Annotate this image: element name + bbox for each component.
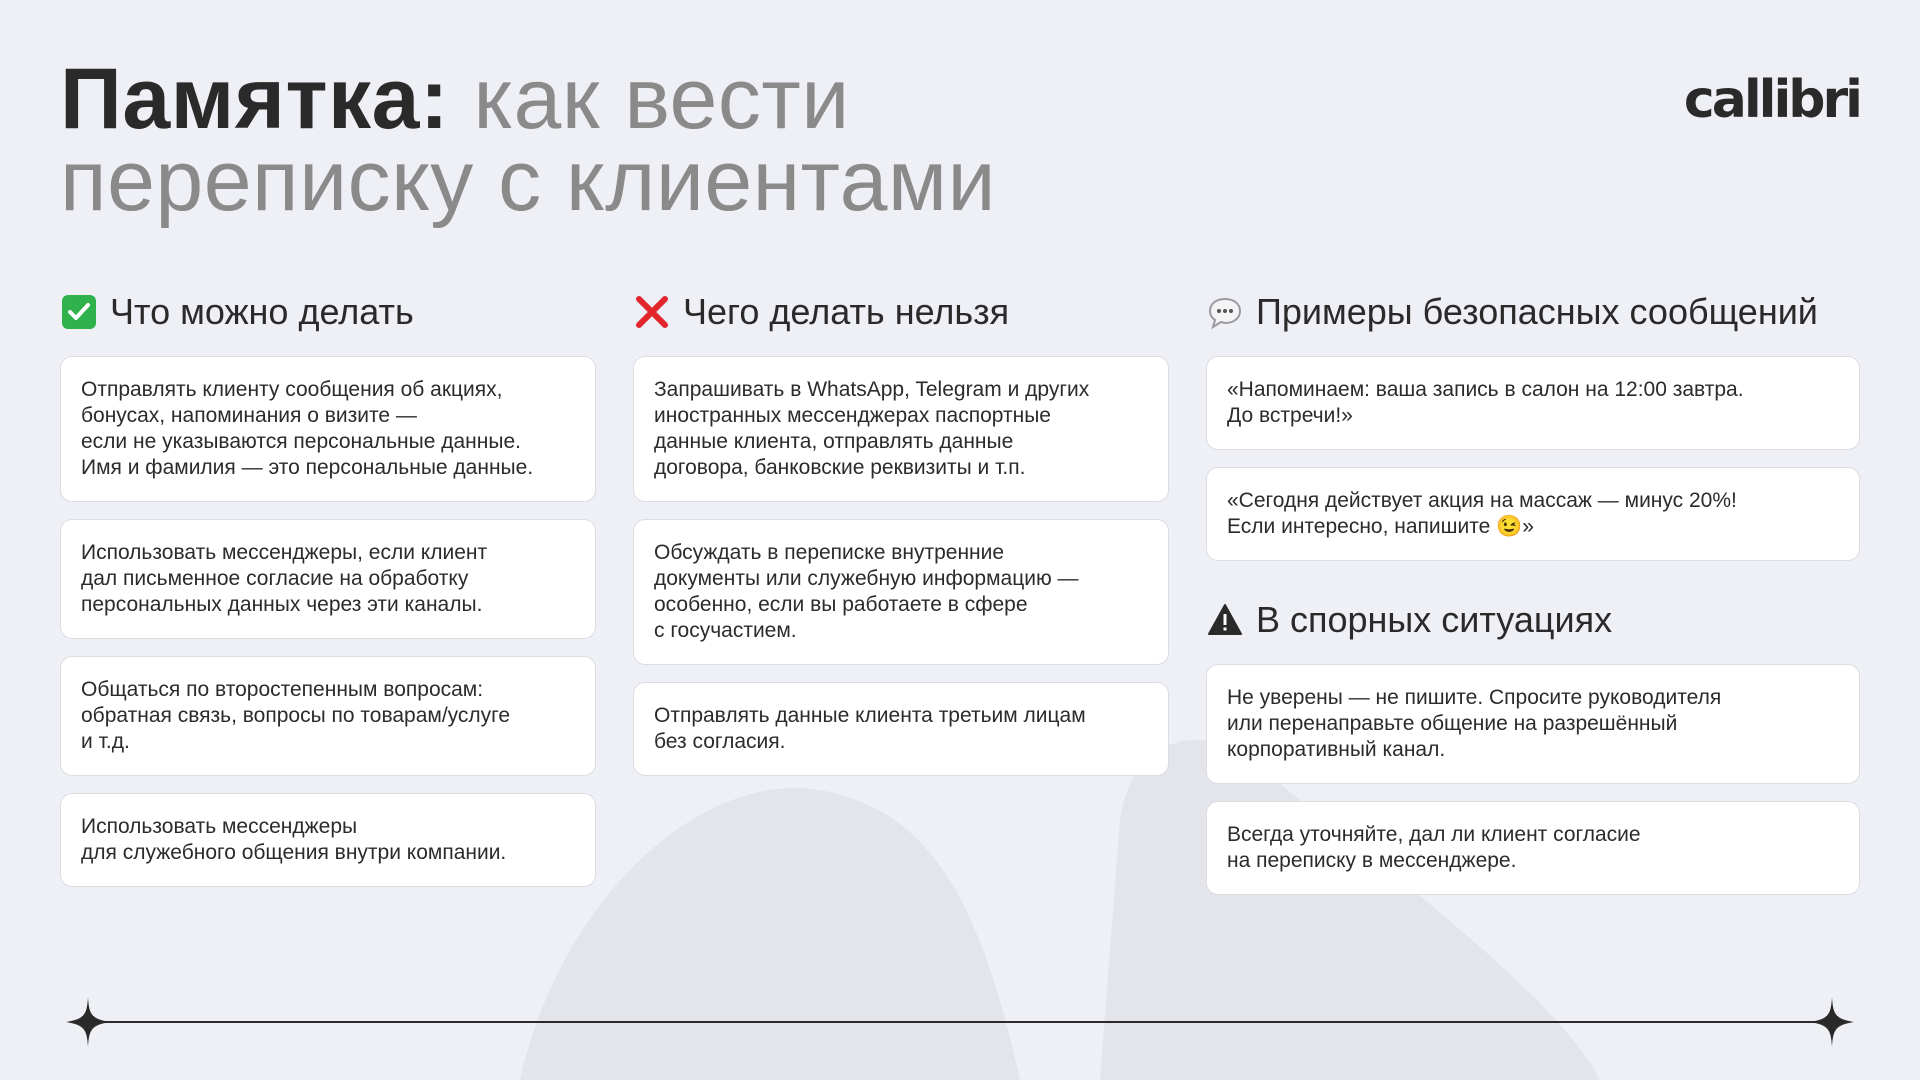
- allowed-card: Отправлять клиенту сообщения об акциях, бонусах, напоминания о визите — если не указываются персональные данные. Имя и фамилия — это персональные данные.: [60, 356, 596, 502]
- title-rest: как вести: [449, 51, 850, 147]
- allowed-heading: [60, 288, 596, 336]
- forbidden-title: Чего делать нельзя: [683, 291, 1010, 332]
- forbidden-section: [633, 288, 1169, 793]
- speech-bubble-icon: [1206, 293, 1244, 331]
- example-card: «Сегодня действует акция на массаж — минус 20%! Если интересно, напишите 😉»: [1206, 467, 1860, 561]
- cross-mark-icon: [633, 293, 671, 331]
- sparkle-star-icon: [66, 997, 110, 1047]
- forbidden-card: Запрашивать в WhatsApp, Telegram и других иностранных мессенджерах паспортные данные клиента, отправлять данные договора, банковские реквизиты и т.п.: [633, 356, 1169, 502]
- allowed-card: Использовать мессенджеры, если клиент дал письменное согласие на обработку персональных данных через эти каналы.: [60, 519, 596, 639]
- sparkle-star-icon: [1810, 997, 1854, 1047]
- title-line-2: переписку с клиентами: [60, 133, 997, 229]
- dispute-card: Не уверены — не пишите. Спросите руководителя или перенаправьте общение на разрешённый корпоративный канал.: [1206, 664, 1860, 784]
- forbidden-card: Обсуждать в переписке внутренние документы или служебную информацию — особенно, если вы работаете в сфере с госучастием.: [633, 519, 1169, 665]
- warning-icon: [1206, 601, 1244, 639]
- page-title: [60, 51, 997, 229]
- examples-section: [1206, 288, 1860, 912]
- forbidden-card: Отправлять данные клиента третьим лицам без согласия.: [633, 682, 1169, 776]
- disputes-title: В спорных ситуациях: [1256, 599, 1613, 640]
- bottom-divider: [88, 1021, 1832, 1023]
- examples-heading: [1206, 288, 1860, 336]
- allowed-card: Использовать мессенджеры для служебного общения внутри компании.: [60, 793, 596, 887]
- forbidden-heading: [633, 288, 1169, 336]
- callibri-logo: callibri: [1683, 70, 1860, 130]
- example-card: «Напоминаем: ваша запись в салон на 12:00 завтра. До встречи!»: [1206, 356, 1860, 450]
- dispute-card: Всегда уточняйте, дал ли клиент согласие на переписку в мессенджере.: [1206, 801, 1860, 895]
- allowed-card: Общаться по второстепенным вопросам: обратная связь, вопросы по товарам/услуге и т.д.: [60, 656, 596, 776]
- disputes-heading: [1206, 596, 1860, 644]
- allowed-section: [60, 288, 596, 904]
- check-mark-icon: [60, 293, 98, 331]
- title-bold: Памятка:: [60, 51, 450, 147]
- allowed-title: Что можно делать: [110, 291, 414, 332]
- examples-title: Примеры безопасных сообщений: [1256, 291, 1818, 332]
